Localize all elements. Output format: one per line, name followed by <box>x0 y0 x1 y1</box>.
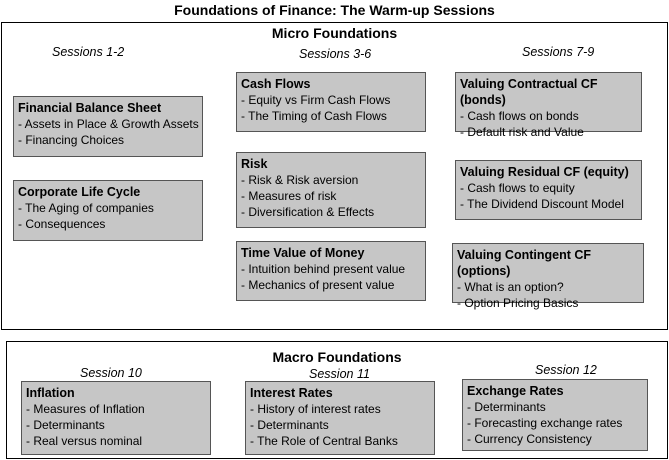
box-title: Time Value of Money <box>241 246 365 260</box>
box-item: - Determinants <box>467 400 546 414</box>
box-item: - Equity vs Firm Cash Flows <box>241 93 391 107</box>
box-item: - Diversification & Effects <box>241 205 375 219</box>
box-title: Valuing Contractual CF (bonds) <box>460 77 598 107</box>
box-valuing-contingent-cf <box>452 243 644 310</box>
box-cash-flows <box>236 72 426 132</box>
box-risk <box>236 152 426 228</box>
box-item: - Cash flows to equity <box>460 181 575 195</box>
micro-foundations-heading: Micro Foundations <box>271 25 398 41</box>
box-valuing-contractual-cf <box>455 72 642 139</box>
page-title: Foundations of Finance: The Warm-up Sessions <box>174 2 495 18</box>
box-item: - What is an option? <box>457 280 564 294</box>
box-item: - Financing Choices <box>18 133 125 147</box>
box-financial-balance-sheet <box>13 96 203 157</box>
box-title: Valuing Contingent CF (options) <box>457 248 592 278</box>
box-item: - Risk & Risk aversion <box>241 173 359 187</box>
box-title: Valuing Residual CF (equity) <box>460 165 629 179</box>
box-item: - The Role of Central Banks <box>250 434 398 448</box>
box-item: - Measures of Inflation <box>26 402 145 416</box>
box-item: - Determinants <box>250 418 329 432</box>
box-item: - Cash flows on bonds <box>460 109 579 123</box>
box-exchange-rates <box>462 379 648 451</box>
box-title: Exchange Rates <box>467 384 564 398</box>
box-item: - Intuition behind present value <box>241 262 406 276</box>
box-item: - Default risk and Value <box>460 125 584 139</box>
box-time-value-of-money <box>236 241 426 301</box>
box-item: - Measures of risk <box>241 189 337 203</box>
box-item: - Currency Consistency <box>467 432 592 446</box>
session-label-10: Session 10 <box>80 366 142 380</box>
box-title: Risk <box>241 157 268 171</box>
box-corporate-life-cycle <box>13 180 203 241</box>
box-title: Corporate Life Cycle <box>18 185 141 199</box>
box-valuing-residual-cf <box>455 160 642 220</box>
box-item: - Real versus nominal <box>26 434 143 448</box>
box-item: - Determinants <box>26 418 105 432</box>
box-item: - The Aging of companies <box>18 201 154 215</box>
box-interest-rates <box>245 381 435 455</box>
box-item: - The Dividend Discount Model <box>460 197 624 211</box>
session-label-11: Session 11 <box>309 367 370 381</box>
session-label-12: Session 12 <box>535 363 597 377</box>
box-item: - Consequences <box>18 217 106 231</box>
box-title: Cash Flows <box>241 77 311 91</box>
box-item: - Mechanics of present value <box>241 278 395 292</box>
box-item: - Option Pricing Basics <box>457 296 579 310</box>
box-item: - History of interest rates <box>250 402 381 416</box>
box-inflation <box>21 381 211 455</box>
session-label-3-6: Sessions 3-6 <box>299 47 372 61</box>
macro-foundations-heading: Macro Foundations <box>272 349 402 365</box>
box-title: Financial Balance Sheet <box>18 101 162 115</box>
box-title: Interest Rates <box>250 386 333 400</box>
box-item: - Forecasting exchange rates <box>467 416 623 430</box>
box-item: - Assets in Place & Growth Assets <box>18 117 199 131</box>
box-item: - The Timing of Cash Flows <box>241 109 387 123</box>
box-title: Inflation <box>26 386 75 400</box>
session-label-1-2: Sessions 1-2 <box>52 45 125 59</box>
session-label-7-9: Sessions 7-9 <box>522 45 595 59</box>
